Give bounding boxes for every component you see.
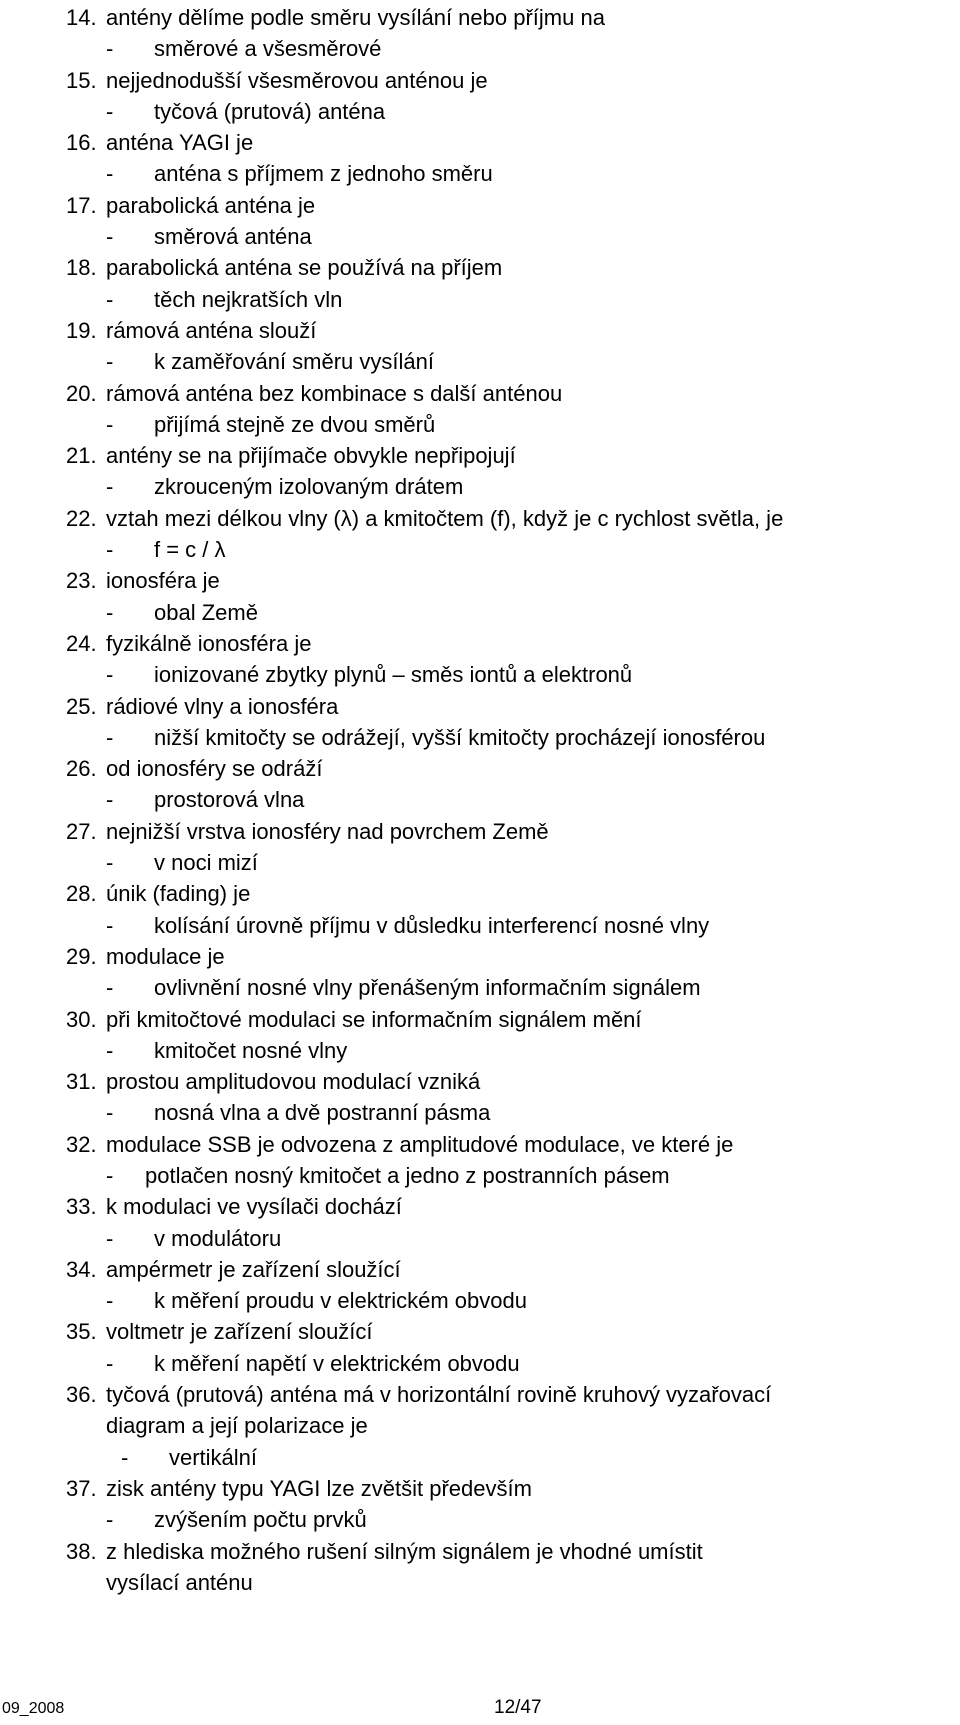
answer-text: anténa s příjmem z jednoho směru xyxy=(154,161,493,187)
question-text: při kmitočtové modulaci se informačním signálem mění xyxy=(106,1006,642,1032)
question-number: 34. xyxy=(66,1256,97,1282)
answer-dash: - xyxy=(106,1100,114,1126)
question-line xyxy=(0,941,960,972)
question-text: od ionosféry se odráží xyxy=(106,756,323,782)
question-line xyxy=(0,1254,960,1285)
question-text: nejjednodušší všesměrovou anténou je xyxy=(106,67,488,93)
question-line xyxy=(0,1473,960,1504)
question-text: vztah mezi délkou vlny (λ) a kmitočtem (f), když je c rychlost světla, je xyxy=(106,505,784,531)
question-line xyxy=(0,1316,960,1347)
question-text-continued: diagram a její polarizace je xyxy=(106,1413,368,1439)
answer-line xyxy=(0,284,960,315)
answer-line xyxy=(0,1504,960,1535)
question-text: fyzikálně ionosféra je xyxy=(106,630,312,656)
question-line xyxy=(0,565,960,596)
question-number: 36. xyxy=(66,1382,97,1408)
question-text: parabolická anténa se používá na příjem xyxy=(106,255,503,281)
question-number: 28. xyxy=(66,881,97,907)
answer-dash: - xyxy=(106,912,114,938)
answer-dash: - xyxy=(106,98,114,124)
answer-text: ionizované zbytky plynů – směs iontů a elektronů xyxy=(154,662,633,688)
answer-line xyxy=(0,1160,960,1191)
answer-dash: - xyxy=(106,1288,114,1314)
question-number: 24. xyxy=(66,630,97,656)
answer-text: prostorová vlna xyxy=(154,787,305,813)
answer-dash: - xyxy=(106,975,114,1001)
answer-text: k měření proudu v elektrickém obvodu xyxy=(154,1288,527,1314)
question-line xyxy=(0,1191,960,1222)
question-number: 25. xyxy=(66,693,97,719)
question-text-continued: vysílací anténu xyxy=(106,1569,253,1595)
question-number: 16. xyxy=(66,130,97,156)
question-line xyxy=(0,1004,960,1035)
question-line xyxy=(0,816,960,847)
question-line xyxy=(0,65,960,96)
answer-dash: - xyxy=(106,850,114,876)
question-text: rámová anténa slouží xyxy=(106,317,317,343)
answer-dash: - xyxy=(106,1225,114,1251)
question-line xyxy=(0,2,960,33)
answer-dash: - xyxy=(106,599,114,625)
question-line xyxy=(0,127,960,158)
question-text: antény dělíme podle směru vysílání nebo příjmu na xyxy=(106,5,605,30)
answer-line xyxy=(0,784,960,815)
answer-dash: - xyxy=(106,1350,114,1376)
answer-text: v modulátoru xyxy=(154,1225,282,1251)
question-number: 31. xyxy=(66,1069,97,1095)
question-line xyxy=(0,315,960,346)
answer-line xyxy=(0,96,960,127)
question-number: 35. xyxy=(66,1319,97,1345)
answer-text: kmitočet nosné vlny xyxy=(154,1037,348,1063)
question-number: 37. xyxy=(66,1475,97,1501)
question-text: modulace SSB je odvozena z amplitudové modulace, ve které je xyxy=(106,1131,734,1157)
question-text: rádiové vlny a ionosféra xyxy=(106,693,339,719)
answer-text: přijímá stejně ze dvou směrů xyxy=(154,411,436,437)
answer-text: nosná vlna a dvě postranní pásma xyxy=(154,1100,491,1126)
question-number: 22. xyxy=(66,505,97,531)
question-text: modulace je xyxy=(106,943,225,969)
question-number: 32. xyxy=(66,1131,97,1157)
question-list xyxy=(0,2,960,1598)
question-number: 21. xyxy=(66,443,97,469)
answer-line xyxy=(0,910,960,941)
question-text: nejnižší vrstva ionosféry nad povrchem Země xyxy=(106,818,549,844)
question-line xyxy=(0,252,960,283)
answer-line xyxy=(0,33,960,64)
question-line xyxy=(0,440,960,471)
answer-dash: - xyxy=(106,286,114,312)
question-number: 38. xyxy=(66,1538,97,1564)
question-number: 30. xyxy=(66,1006,97,1032)
answer-line xyxy=(0,534,960,565)
question-text: anténa YAGI je xyxy=(106,130,254,156)
question-line xyxy=(0,378,960,409)
answer-line xyxy=(0,722,960,753)
answer-dash: - xyxy=(106,724,114,750)
answer-dash: - xyxy=(106,1507,114,1533)
answer-line xyxy=(0,1442,960,1473)
answer-dash: - xyxy=(106,36,114,62)
question-number: 17. xyxy=(66,192,97,218)
question-number: 27. xyxy=(66,818,97,844)
question-text: k modulaci ve vysílači dochází xyxy=(106,1194,402,1220)
answer-text: k měření napětí v elektrickém obvodu xyxy=(154,1350,520,1376)
question-number: 29. xyxy=(66,943,97,969)
question-line xyxy=(0,1536,960,1567)
answer-text: potlačen nosný kmitočet a jedno z postranních pásem xyxy=(145,1162,670,1188)
footer-date: 09_2008 xyxy=(2,1700,65,1717)
page-number: 12/47 xyxy=(494,1697,542,1718)
answer-line xyxy=(0,158,960,189)
answer-text: obal Země xyxy=(154,599,258,625)
answer-text: těch nejkratších vln xyxy=(154,286,343,312)
answer-line xyxy=(0,972,960,1003)
answer-text: k zaměřování směru vysílání xyxy=(154,349,434,375)
answer-line xyxy=(0,1223,960,1254)
answer-line xyxy=(0,346,960,377)
answer-line xyxy=(0,1348,960,1379)
question-text: ionosféra je xyxy=(106,568,220,594)
answer-dash: - xyxy=(106,787,114,813)
question-text: rámová anténa bez kombinace s další anténou xyxy=(106,380,563,406)
answer-dash: - xyxy=(106,224,114,250)
answer-dash: - xyxy=(106,662,114,688)
answer-text: vertikální xyxy=(169,1444,258,1470)
answer-dash: - xyxy=(106,537,114,563)
question-number: 18. xyxy=(66,255,97,281)
question-number: 33. xyxy=(66,1194,97,1220)
answer-line xyxy=(0,221,960,252)
question-text: tyčová (prutová) anténa má v horizontální rovině kruhový vyzařovací xyxy=(106,1382,772,1408)
question-line xyxy=(0,878,960,909)
question-text: voltmetr je zařízení sloužící xyxy=(106,1319,373,1345)
question-number: 20. xyxy=(66,380,97,406)
question-text: ampérmetr je zařízení sloužící xyxy=(106,1256,401,1282)
question-line xyxy=(0,753,960,784)
question-line xyxy=(0,503,960,534)
question-text: antény se na přijímače obvykle nepřipojují xyxy=(106,443,516,469)
answer-text: zkrouceným izolovaným drátem xyxy=(154,474,464,500)
answer-dash: - xyxy=(121,1444,129,1470)
answer-text: v noci mizí xyxy=(154,850,258,876)
question-line-continued xyxy=(0,1567,960,1598)
answer-text: tyčová (prutová) anténa xyxy=(154,98,386,124)
answer-line xyxy=(0,471,960,502)
answer-dash: - xyxy=(106,349,114,375)
question-line xyxy=(0,1379,960,1410)
answer-dash: - xyxy=(106,1037,114,1063)
question-line xyxy=(0,1129,960,1160)
question-text: parabolická anténa je xyxy=(106,192,316,218)
answer-text: směrové a všesměrové xyxy=(154,36,382,62)
answer-text: ovlivnění nosné vlny přenášeným informačním signálem xyxy=(154,975,701,1001)
answer-dash: - xyxy=(106,161,114,187)
answer-text: zvýšením počtu prvků xyxy=(154,1507,367,1533)
answer-line xyxy=(0,1035,960,1066)
question-number: 14. xyxy=(66,5,97,30)
question-line xyxy=(0,190,960,221)
question-line xyxy=(0,628,960,659)
question-line-continued xyxy=(0,1410,960,1441)
answer-line xyxy=(0,409,960,440)
question-number: 26. xyxy=(66,756,97,782)
question-text: prostou amplitudovou modulací vzniká xyxy=(106,1069,481,1095)
question-text: z hlediska možného rušení silným signálem je vhodné umístit xyxy=(106,1538,703,1564)
answer-text: f = c / λ xyxy=(154,537,226,563)
answer-dash: - xyxy=(106,411,114,437)
question-line xyxy=(0,691,960,722)
question-number: 23. xyxy=(66,568,97,594)
question-line xyxy=(0,1066,960,1097)
question-text: únik (fading) je xyxy=(106,881,251,907)
question-text: zisk antény typu YAGI lze zvětšit především xyxy=(106,1475,532,1501)
answer-line xyxy=(0,1097,960,1128)
answer-dash: - xyxy=(106,1162,114,1188)
answer-line xyxy=(0,1285,960,1316)
question-number: 19. xyxy=(66,317,97,343)
answer-line xyxy=(0,847,960,878)
answer-text: nižší kmitočty se odrážejí, vyšší kmitočty procházejí ionosférou xyxy=(154,724,766,750)
answer-line xyxy=(0,597,960,628)
answer-text: směrová anténa xyxy=(154,224,312,250)
question-number: 15. xyxy=(66,67,97,93)
answer-dash: - xyxy=(106,474,114,500)
answer-text: kolísání úrovně příjmu v důsledku interferencí nosné vlny xyxy=(154,912,710,938)
answer-line xyxy=(0,659,960,690)
